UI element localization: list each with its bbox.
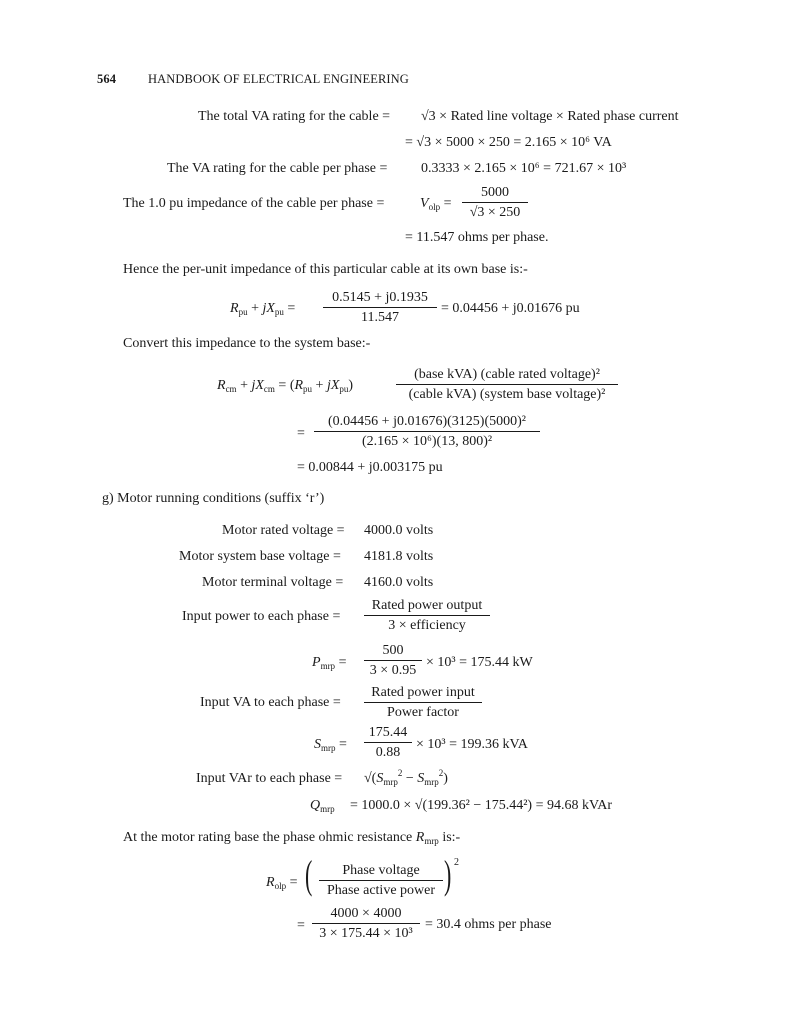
input-power-label: Input power to each phase =: [182, 609, 341, 624]
input-var-label: Input VAr to each phase =: [196, 771, 343, 786]
total-va-rhs1: √3 × Rated line voltage × Rated phase current: [421, 109, 679, 124]
smrp-lhs: $S_{mrp}$ =: [314, 737, 347, 753]
final-result: = 30.4 ohms per phase: [425, 917, 552, 932]
conv-lhs: $R_{cm} + jX_{cm} = (R_{pu} + jX_{pu})$: [217, 378, 354, 394]
terminal-label: Motor terminal voltage =: [202, 575, 344, 590]
terminal-value: 4160.0 volts: [364, 575, 434, 590]
final-fraction: 4000 × 4000 3 × 175.44 × 10³: [312, 907, 420, 941]
pu-result: = 0.04456 + j0.01676 pu: [441, 301, 580, 316]
qmrp-lhs: $Q_{mrp}$: [310, 798, 335, 814]
pmrp-lhs: $P_{mrp}$ =: [312, 655, 347, 671]
rolp-lhs: $R_{olp}$ =: [266, 875, 298, 891]
conv2-eq: =: [297, 426, 305, 441]
conv-fraction: (base kVA) (cable rated voltage)² (cable kVA) (system base voltage)²: [396, 368, 618, 402]
page-number: 564: [97, 72, 117, 86]
va-per-phase-label: The VA rating for the cable per phase =: [167, 161, 388, 176]
impedance-fraction: 5000 √3 × 250: [462, 186, 528, 220]
input-power-fraction: Rated power output 3 × efficiency: [364, 599, 490, 633]
rolp-left-paren: (: [304, 852, 313, 897]
rolp-exponent: 2: [454, 857, 459, 868]
hence-text: Hence the per-unit impedance of this particular cable at its own base is:-: [123, 262, 528, 277]
rolp-right-paren: ): [443, 852, 452, 897]
convert-text: Convert this impedance to the system base:-: [123, 336, 371, 351]
impedance-var: $V_{olp}$ =: [420, 196, 452, 212]
smrp-fraction: 175.44 0.88: [364, 726, 412, 760]
pu-lhs: $R_{pu} + jX_{pu}$ =: [230, 301, 296, 317]
conv-result: = 0.00844 + j0.003175 pu: [297, 460, 443, 475]
motor-section-title: g) Motor running conditions (suffix ‘r’): [102, 491, 325, 506]
impedance-label: The 1.0 pu impedance of the cable per phase =: [123, 196, 385, 211]
rated-voltage-label: Motor rated voltage =: [222, 523, 345, 538]
ohmic-text: At the motor rating base the phase ohmic resistance $R_{mrp}$ is:-: [123, 830, 461, 846]
smrp-result: × 10³ = 199.36 kVA: [416, 737, 528, 752]
qmrp-result: = 1000.0 × √(199.36² − 175.44²) = 94.68 kVAr: [350, 798, 613, 813]
pu-fraction: 0.5145 + j0.1935 11.547: [323, 291, 437, 325]
pmrp-result: × 10³ = 175.44 kW: [426, 655, 533, 670]
conv2-fraction: (0.04456 + j0.01676)(3125)(5000)² (2.165 × 10⁶)(13, 800)²: [314, 415, 540, 449]
impedance-result: = 11.547 ohms per phase.: [405, 230, 549, 245]
total-va-rhs2: = √3 × 5000 × 250 = 2.165 × 10⁶ VA: [405, 135, 612, 150]
input-va-fraction: Rated power input Power factor: [364, 686, 482, 720]
rolp-fraction: Phase voltage Phase active power: [319, 864, 443, 898]
running-title: HANDBOOK OF ELECTRICAL ENGINEERING: [148, 72, 409, 86]
final-eq: =: [297, 918, 305, 933]
pmrp-fraction: 500 3 × 0.95: [364, 644, 422, 678]
input-var-rhs: $√(S_{mrp}^2 - S_{mrp}^2)$: [364, 768, 448, 787]
system-base-value: 4181.8 volts: [364, 549, 434, 564]
system-base-label: Motor system base voltage =: [179, 549, 341, 564]
va-per-phase-rhs: 0.3333 × 2.165 × 10⁶ = 721.67 × 10³: [421, 161, 627, 176]
input-va-label: Input VA to each phase =: [200, 695, 341, 710]
total-va-label: The total VA rating for the cable =: [198, 109, 391, 124]
rated-voltage-value: 4000.0 volts: [364, 523, 434, 538]
